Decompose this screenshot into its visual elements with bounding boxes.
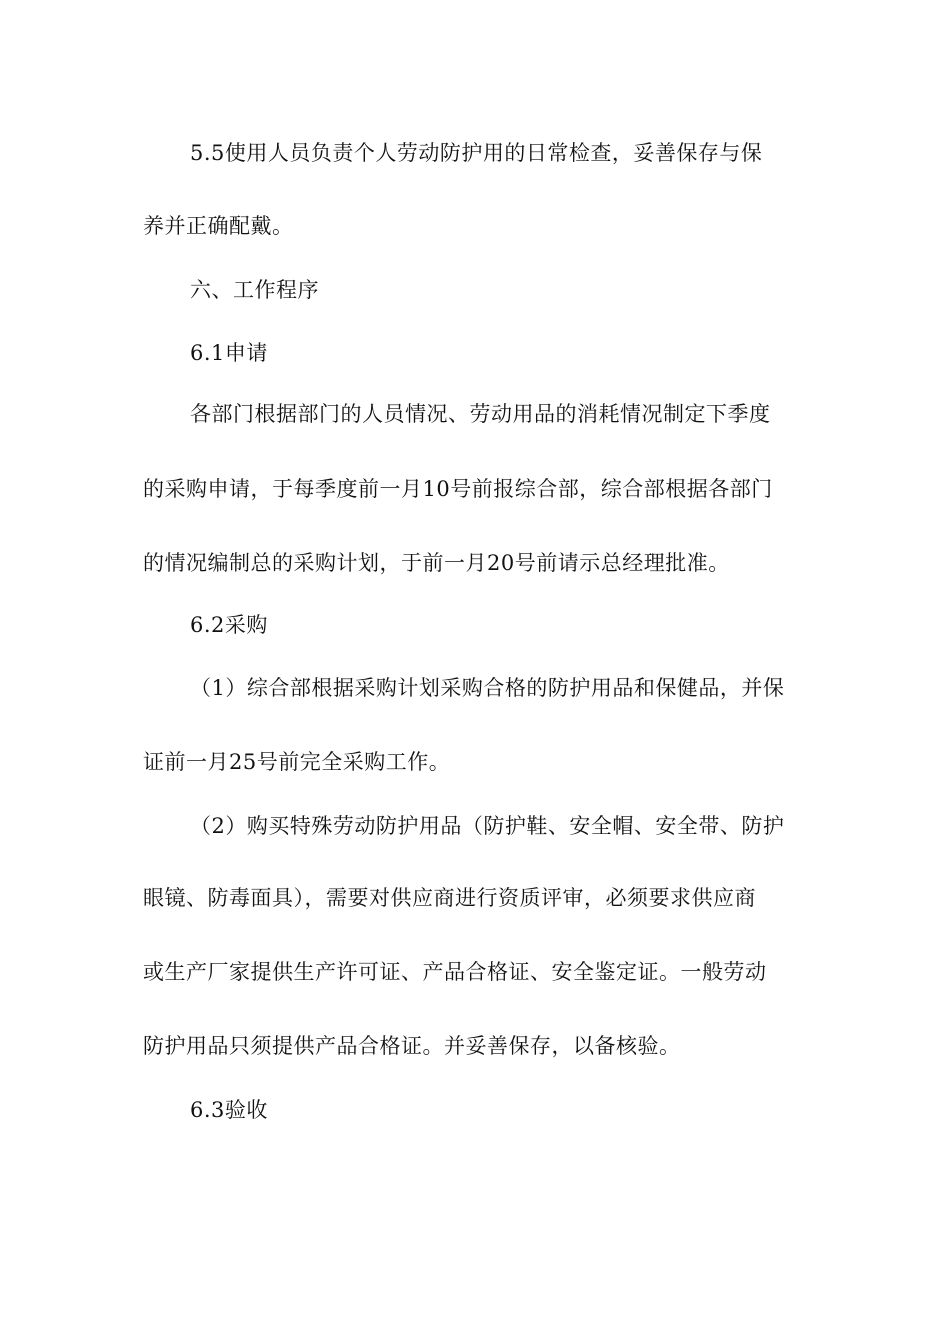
paragraph-6-2-2-line-3: 或生产厂家提供生产许可证、产品合格证、安全鉴定证。一般劳动: [143, 960, 767, 984]
subheading-6-3: 6.3验收: [190, 1098, 268, 1122]
paragraph-6-2-1-line-1: （1）综合部根据采购计划采购合格的防护用品和保健品，并保: [190, 676, 785, 700]
paragraph-6-2-1-line-2: 证前一月25号前完全采购工作。: [143, 750, 451, 774]
subheading-6-1: 6.1申请: [190, 341, 268, 365]
paragraph-6-2-2-line-2: 眼镜、防毒面具），需要对供应商进行资质评审，必须要求供应商: [143, 886, 756, 910]
subheading-6-2: 6.2采购: [190, 613, 268, 637]
section-heading-work-procedure: 六、工作程序: [190, 278, 319, 302]
paragraph-6-1-line-1: 各部门根据部门的人员情况、劳动用品的消耗情况制定下季度: [190, 402, 771, 426]
paragraph-6-1-line-3: 的情况编制总的采购计划，于前一月20号前请示总经理批准。: [143, 551, 730, 575]
paragraph-5-5-line-2: 养并正确配戴。: [143, 214, 294, 238]
paragraph-6-1-line-2: 的采购申请，于每季度前一月10号前报综合部，综合部根据各部门: [143, 477, 773, 501]
paragraph-6-2-2-line-4: 防护用品只须提供产品合格证。并妥善保存，以备核验。: [143, 1034, 681, 1058]
paragraph-6-2-2-line-1: （2）购买特殊劳动防护用品（防护鞋、安全帽、安全带、防护: [190, 814, 785, 838]
paragraph-5-5-line-1: 5.5使用人员负责个人劳动防护用的日常检查，妥善保存与保: [190, 141, 763, 165]
